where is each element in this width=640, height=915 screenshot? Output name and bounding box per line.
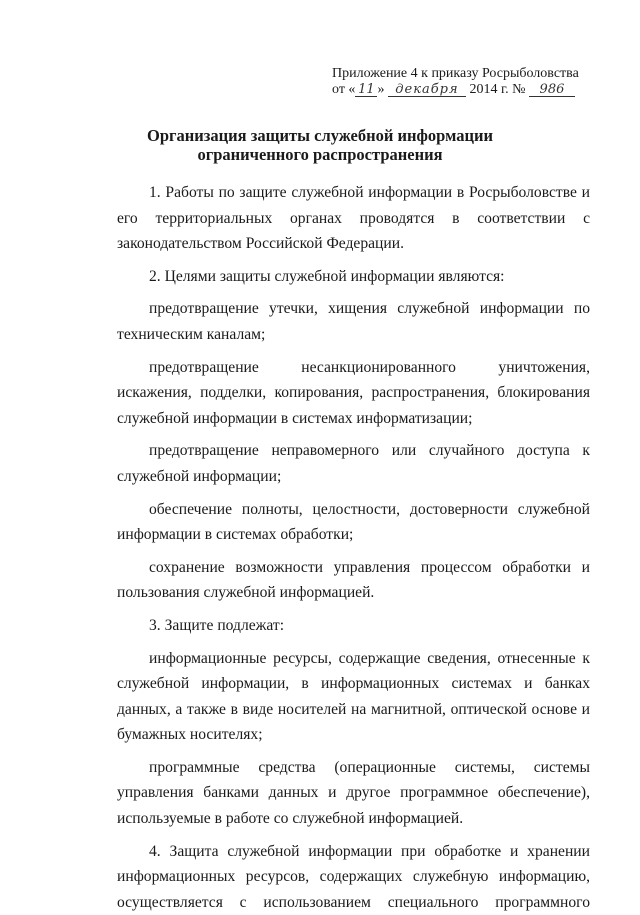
paragraph: 1. Работы по защите служебной информации в Росрыболовстве и его территориальных органах проводятся в соответствии с законодательством Российской Федерации.	[117, 184, 590, 253]
paragraph: программные средства (операционные системы, системы управления банками данных и другое программное обеспечение), используемые в работе со служебной информацией.	[117, 758, 590, 828]
paragraph: сохранение возможности управления процессом обработки и пользования служебной информацией.	[117, 558, 590, 602]
document-title	[0, 126, 640, 164]
order-header	[332, 66, 592, 98]
handwritten-order-number: 986	[529, 83, 575, 97]
date-quote-close: »	[377, 82, 385, 97]
header-appendix-line: Приложение 4 к приказу Росрыболовства	[332, 66, 579, 81]
title-line-2: ограниченного распространения	[197, 145, 443, 164]
handwritten-day: 11	[355, 83, 377, 97]
paragraph: 2. Целями защиты служебной информации являются:	[149, 267, 505, 285]
year-and-number-label: 2014 г. №	[469, 82, 526, 97]
title-line-1: Организация защиты служебной информации	[147, 126, 493, 145]
date-prefix: от «	[332, 82, 356, 97]
paragraph: 4. Защита служебной информации при обработке и хранении информационных ресурсов, содержащих служебную информацию, осуществляется с использованием специального программного	[117, 842, 590, 911]
paragraph: 3. Защите подлежат:	[149, 616, 285, 634]
handwritten-month: декабря	[388, 83, 466, 97]
header-date-line	[332, 82, 592, 98]
document-body	[117, 180, 590, 915]
paragraph: предотвращение утечки, хищения служебной информации по техническим каналам;	[117, 300, 590, 343]
paragraph: информационные ресурсы, содержащие сведения, отнесенные к служебной информации, в информационных системах и банках данных, а также в виде носителей на магнитной, оптической основе и бумажных носителях;	[117, 649, 590, 744]
paragraph: обеспечение полноты, целостности, достоверности служебной информации в системах обработки;	[117, 500, 590, 544]
paragraph: предотвращение несанкционированного уничтожения, искажения, подделки, копирования, распространения, блокирования служебной информации в системах информатизации;	[117, 358, 590, 427]
paragraph: предотвращение неправомерного или случайного доступа к служебной информации;	[117, 442, 590, 485]
